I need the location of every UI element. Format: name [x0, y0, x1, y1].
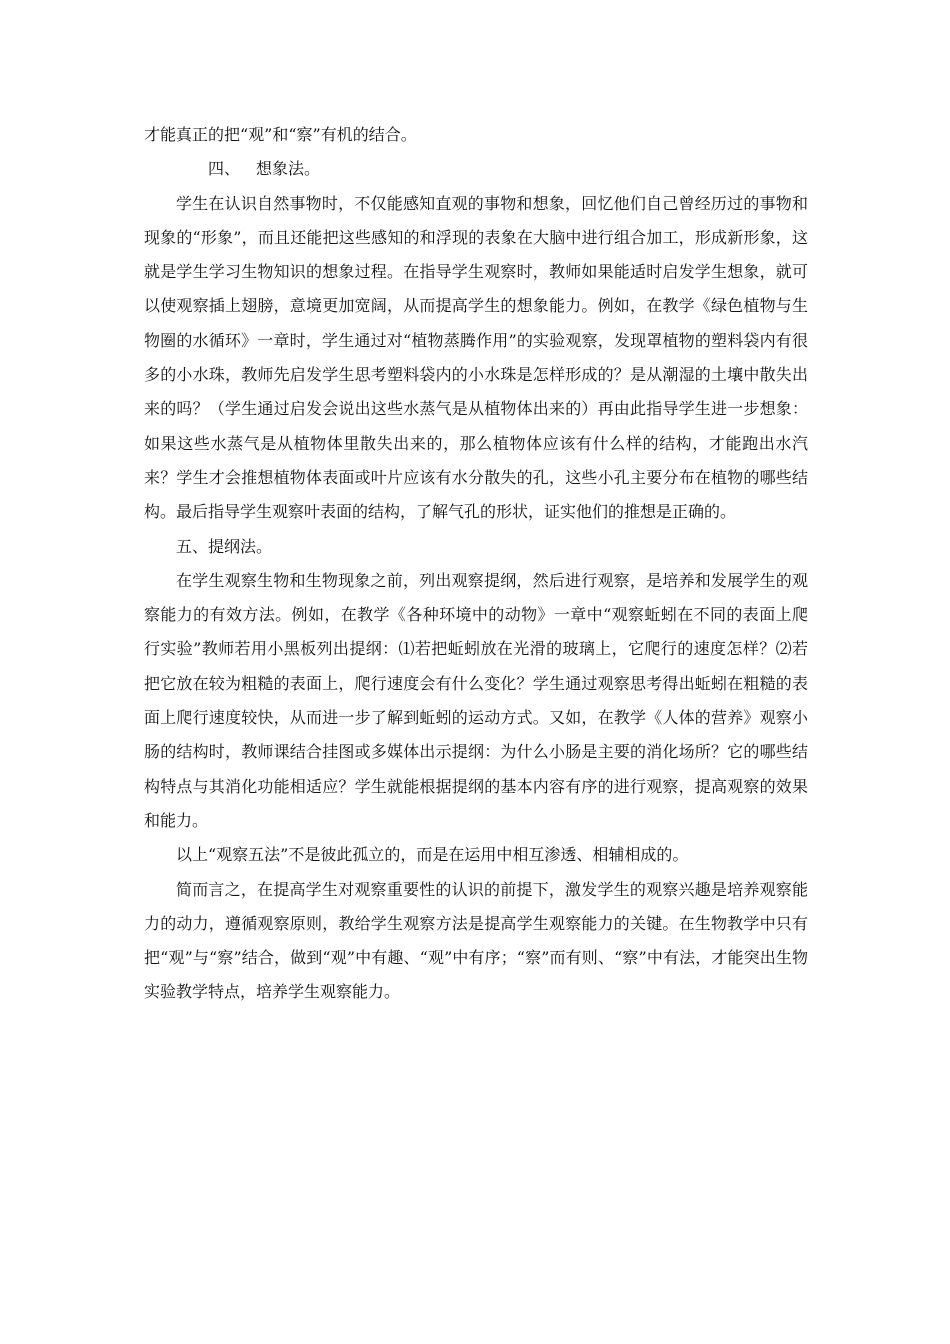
paragraph-conclusion: 简而言之，在提高学生对观察重要性的认识的前提下，激发学生的观察兴趣是培养观察能力的动力，遵循观察原则，教给学生观察方法是提高学生观察能力的关键。在生物教学中只有把“观”与“察”结合，做到“观”中有趣、“观”中有序；“察”而有则、“察”中有法，才能突出生物实验教学特点，培养学生观察能力。: [144, 879, 808, 1002]
paragraph-continuation: 才能真正的把“观”和“察”有机的结合。: [144, 125, 417, 144]
section-heading-outline: 五、提纲法。: [176, 536, 273, 556]
paragraph-imagination-method: 学生在认识自然事物时，不仅能感知直观的事物和想象，回忆他们自己曾经历过的事物和现象的“形象”，而且还能把这些感知的和浮现的表象在大脑中进行组合加工，形成新形象，这就是学生学习生物知识的想象过程。在指导学生观察时，教师如果能适时启发学生想象，就可以使观察插上翅膀，意境更加宽阔，从而提高学生的想象能力。例如，在教学《绿色植物与生物圈的水循环》一章时，学生通过对“植物蒸腾作用”的实验观察，发现罩植物的塑料袋内有很多的小水珠，教师先启发学生思考塑料袋内的小水珠是怎样形成的？是从潮湿的土壤中散失出来的吗？（学生通过启发会说出这些水蒸气是从植物体出来的）再由此指导学生进一步想象：如果这些水蒸气是从植物体里散失出来的，那么植物体应该有什么样的结构，才能跑出水汽来？学生才会推想植物体表面或叶片应该有水分散失的孔，这些小孔主要分布在植物的哪些结构。最后指导学生观察叶表面的结构，了解气孔的形状，证实他们的推想是正确的。: [144, 193, 808, 522]
paragraph-outline-method: 在学生观察生物和生物现象之前，列出观察提纲，然后进行观察，是培养和发展学生的观察能力的有效方法。例如，在教学《各种环境中的动物》一章中“观察蚯蚓在不同的表面上爬行实验”教师若用小黑板列出提纲：⑴若把蚯蚓放在光滑的玻璃上，它爬行的速度怎样？⑵若把它放在较为粗糙的表面上，爬行速度会有什么变化？学生通过观察思考得出蚯蚓在粗糙的表面上爬行速度较快，从而进一步了解到蚯蚓的运动方式。又如，在教学《人体的营养》观察小肠的结构时，教师课结合挂图或多媒体出示提纲：为什么小肠是主要的消化场所？它的哪些结构特点与其消化功能相适应？学生就能根据提纲的基本内容有序的进行观察，提高观察的效果和能力。: [144, 570, 808, 830]
paragraph-five-methods-summary: 以上“观察五法”不是彼此孤立的，而是在运用中相互渗透、相辅相成的。: [176, 845, 689, 865]
section-title: 想象法。: [256, 159, 321, 179]
section-heading-imagination: [144, 152, 808, 186]
document-body: [144, 118, 808, 1010]
section-number: 四、: [208, 159, 241, 179]
